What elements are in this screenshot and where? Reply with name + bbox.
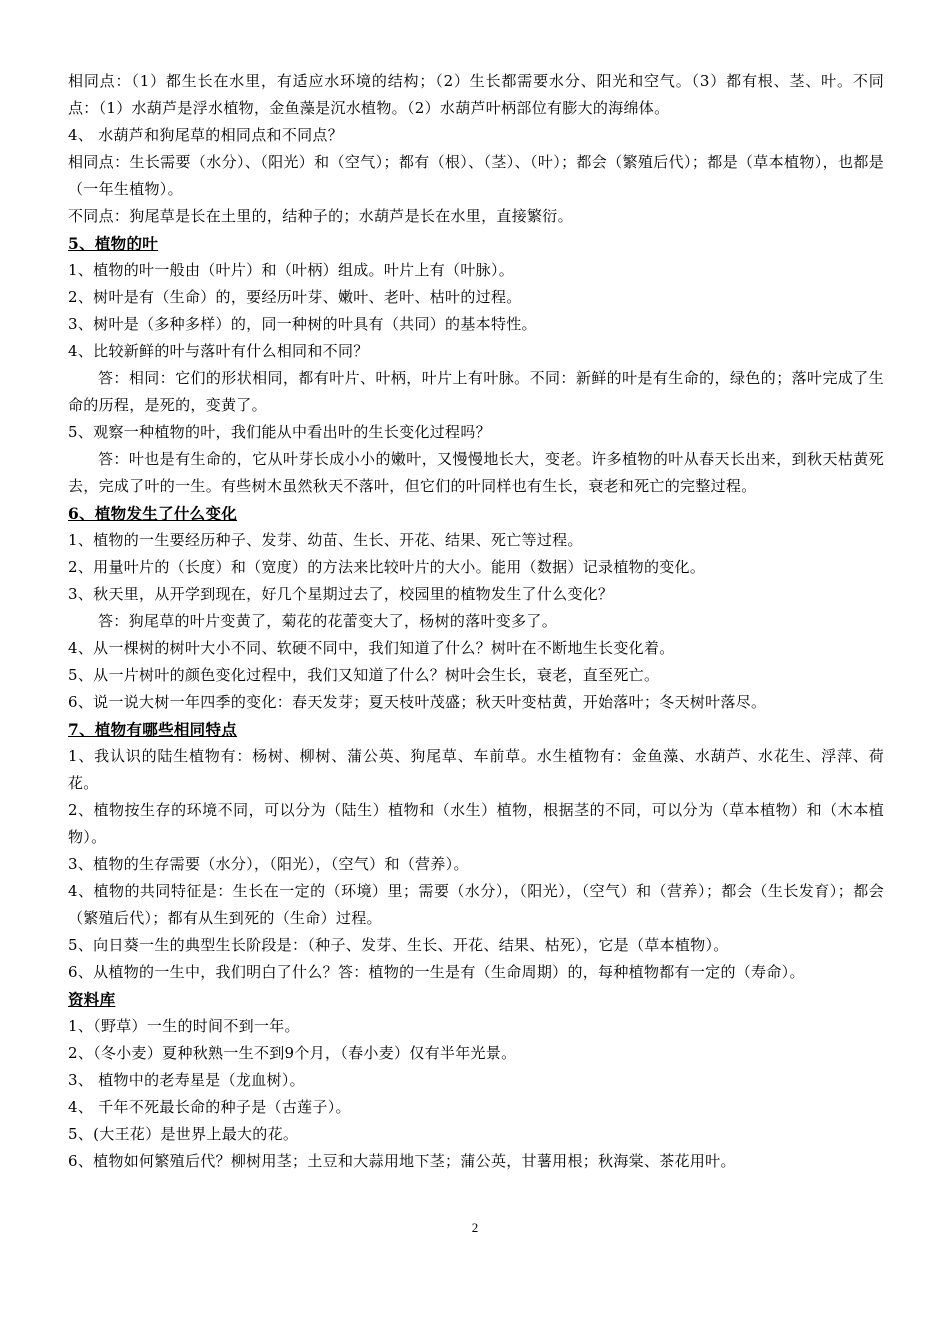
- list-item: 6、说一说大树一年四季的变化：春天发芽；夏天枝叶茂盛；秋天叶变枯黄，开始落叶；冬天树叶落尽。: [68, 693, 767, 711]
- section-heading: 6、植物发生了什么变化: [68, 504, 238, 523]
- section-heading: 7、植物有哪些相同特点: [68, 720, 238, 739]
- list-item: 3、秋天里，从开学到现在，好几个星期过去了，校园里的植物发生了什么变化？: [68, 585, 614, 603]
- list-item: 1、植物的一生要经历种子、发芽、幼苗、生长、开花、结果、死亡等过程。: [68, 531, 583, 549]
- list-item: 3、 植物中的老寿星是（龙血树）。: [68, 1071, 305, 1089]
- document-page: [68, 68, 884, 1175]
- list-item: 2、（冬小麦）夏种秋熟一生不到9个月，（春小麦）仅有半年光景。: [68, 1044, 517, 1062]
- answer: 答：叶也是有生命的，它从叶芽长成小小的嫩叶，又慢慢地长大，变老。许多植物的叶从春天长出来，到秋天枯黄死去，完成了叶的一生。有些树木虽然秋天不落叶，但它们的叶同样也有生长，衰老和死亡的完整过程。: [68, 450, 884, 495]
- section-heading: 5、植物的叶: [68, 234, 159, 253]
- answer: 答：狗尾草的叶片变黄了，菊花的花蕾变大了，杨树的落叶变多了。: [98, 612, 558, 630]
- list-item: 5、向日葵一生的典型生长阶段是：（种子、发芽、生长、开花、结果、枯死），它是（草本植物）。: [68, 936, 729, 954]
- list-item: 4、比较新鲜的叶与落叶有什么相同和不同？: [68, 342, 369, 360]
- list-item: 1、（野草）一生的时间不到一年。: [68, 1017, 300, 1035]
- question: 4、 水葫芦和狗尾草的相同点和不同点？: [68, 126, 344, 144]
- list-item: 6、植物如何繁殖后代？柳树用茎；土豆和大蒜用地下茎；蒲公英，甘薯用根；秋海棠、茶花用叶。: [68, 1152, 736, 1170]
- list-item: 3、树叶是（多种多样）的，同一种树的叶具有（共同）的基本特性。: [68, 315, 537, 333]
- list-item: 3、植物的生存需要（水分），（阳光），（空气）和（营养）。: [68, 855, 469, 873]
- page-number: 2: [471, 1220, 479, 1235]
- paragraph: 相同点：生长需要（水分）、（阳光）和（空气）；都有（根）、（茎）、（叶）；都会（繁殖后代）；都是（草本植物），也都是（一年生植物）。: [68, 153, 884, 198]
- list-item: 4、植物的共同特征是：生长在一定的（环境）里；需要（水分），（阳光），（空气）和（营养）；都会（生长发育）；都会（繁殖后代）；都有从生到死的（生命）过程。: [68, 882, 884, 927]
- paragraph: 相同点：（1）都生长在水里，有适应水环境的结构；（2）生长都需要水分、阳光和空气。（3）都有根、茎、叶。不同点：（1）水葫芦是浮水植物，金鱼藻是沉水植物。（2）水葫芦叶柄部位有膨大的海绵体。: [68, 72, 884, 117]
- list-item: 2、用量叶片的（长度）和（宽度）的方法来比较叶片的大小。能用（数据）记录植物的变化。: [68, 558, 706, 576]
- list-item: 1、植物的叶一般由（叶片）和（叶柄）组成。叶片上有（叶脉）。: [68, 261, 515, 279]
- list-item: 5、观察一种植物的叶，我们能从中看出叶的生长变化过程吗？: [68, 423, 491, 441]
- list-item: 5、从一片树叶的颜色变化过程中，我们又知道了什么？树叶会生长，衰老，直至死亡。: [68, 666, 660, 684]
- answer: 答：相同：它们的形状相同，都有叶片、叶柄，叶片上有叶脉。不同：新鲜的叶是有生命的，绿色的；落叶完成了生命的历程，是死的，变黄了。: [68, 369, 884, 414]
- list-item: 4、从一棵树的树叶大小不同、软硬不同中，我们知道了什么？树叶在不断地生长变化着。: [68, 639, 675, 657]
- section-heading: 资料库: [68, 990, 116, 1009]
- list-item: 2、树叶是有（生命）的，要经历叶芽、嫩叶、老叶、枯叶的过程。: [68, 288, 522, 306]
- list-item: 6、从植物的一生中，我们明白了什么？答：植物的一生是有（生命周期）的，每种植物都有一定的（寿命）。: [68, 963, 805, 981]
- list-item: 1、我认识的陆生植物有：杨树、柳树、蒲公英、狗尾草、车前草。水生植物有：金鱼藻、水葫芦、水花生、浮萍、荷花。: [68, 747, 884, 792]
- list-item: 4、 千年不死最长命的种子是（古莲子）。: [68, 1098, 351, 1116]
- list-item: 5、(大王花）是世界上最大的花。: [68, 1125, 299, 1143]
- list-item: 2、植物按生存的环境不同，可以分为（陆生）植物和（水生）植物，根据茎的不同，可以分为（草本植物）和（木本植物）。: [68, 801, 884, 846]
- paragraph: 不同点：狗尾草是长在土里的，结种子的；水葫芦是长在水里，直接繁衍。: [68, 207, 573, 225]
